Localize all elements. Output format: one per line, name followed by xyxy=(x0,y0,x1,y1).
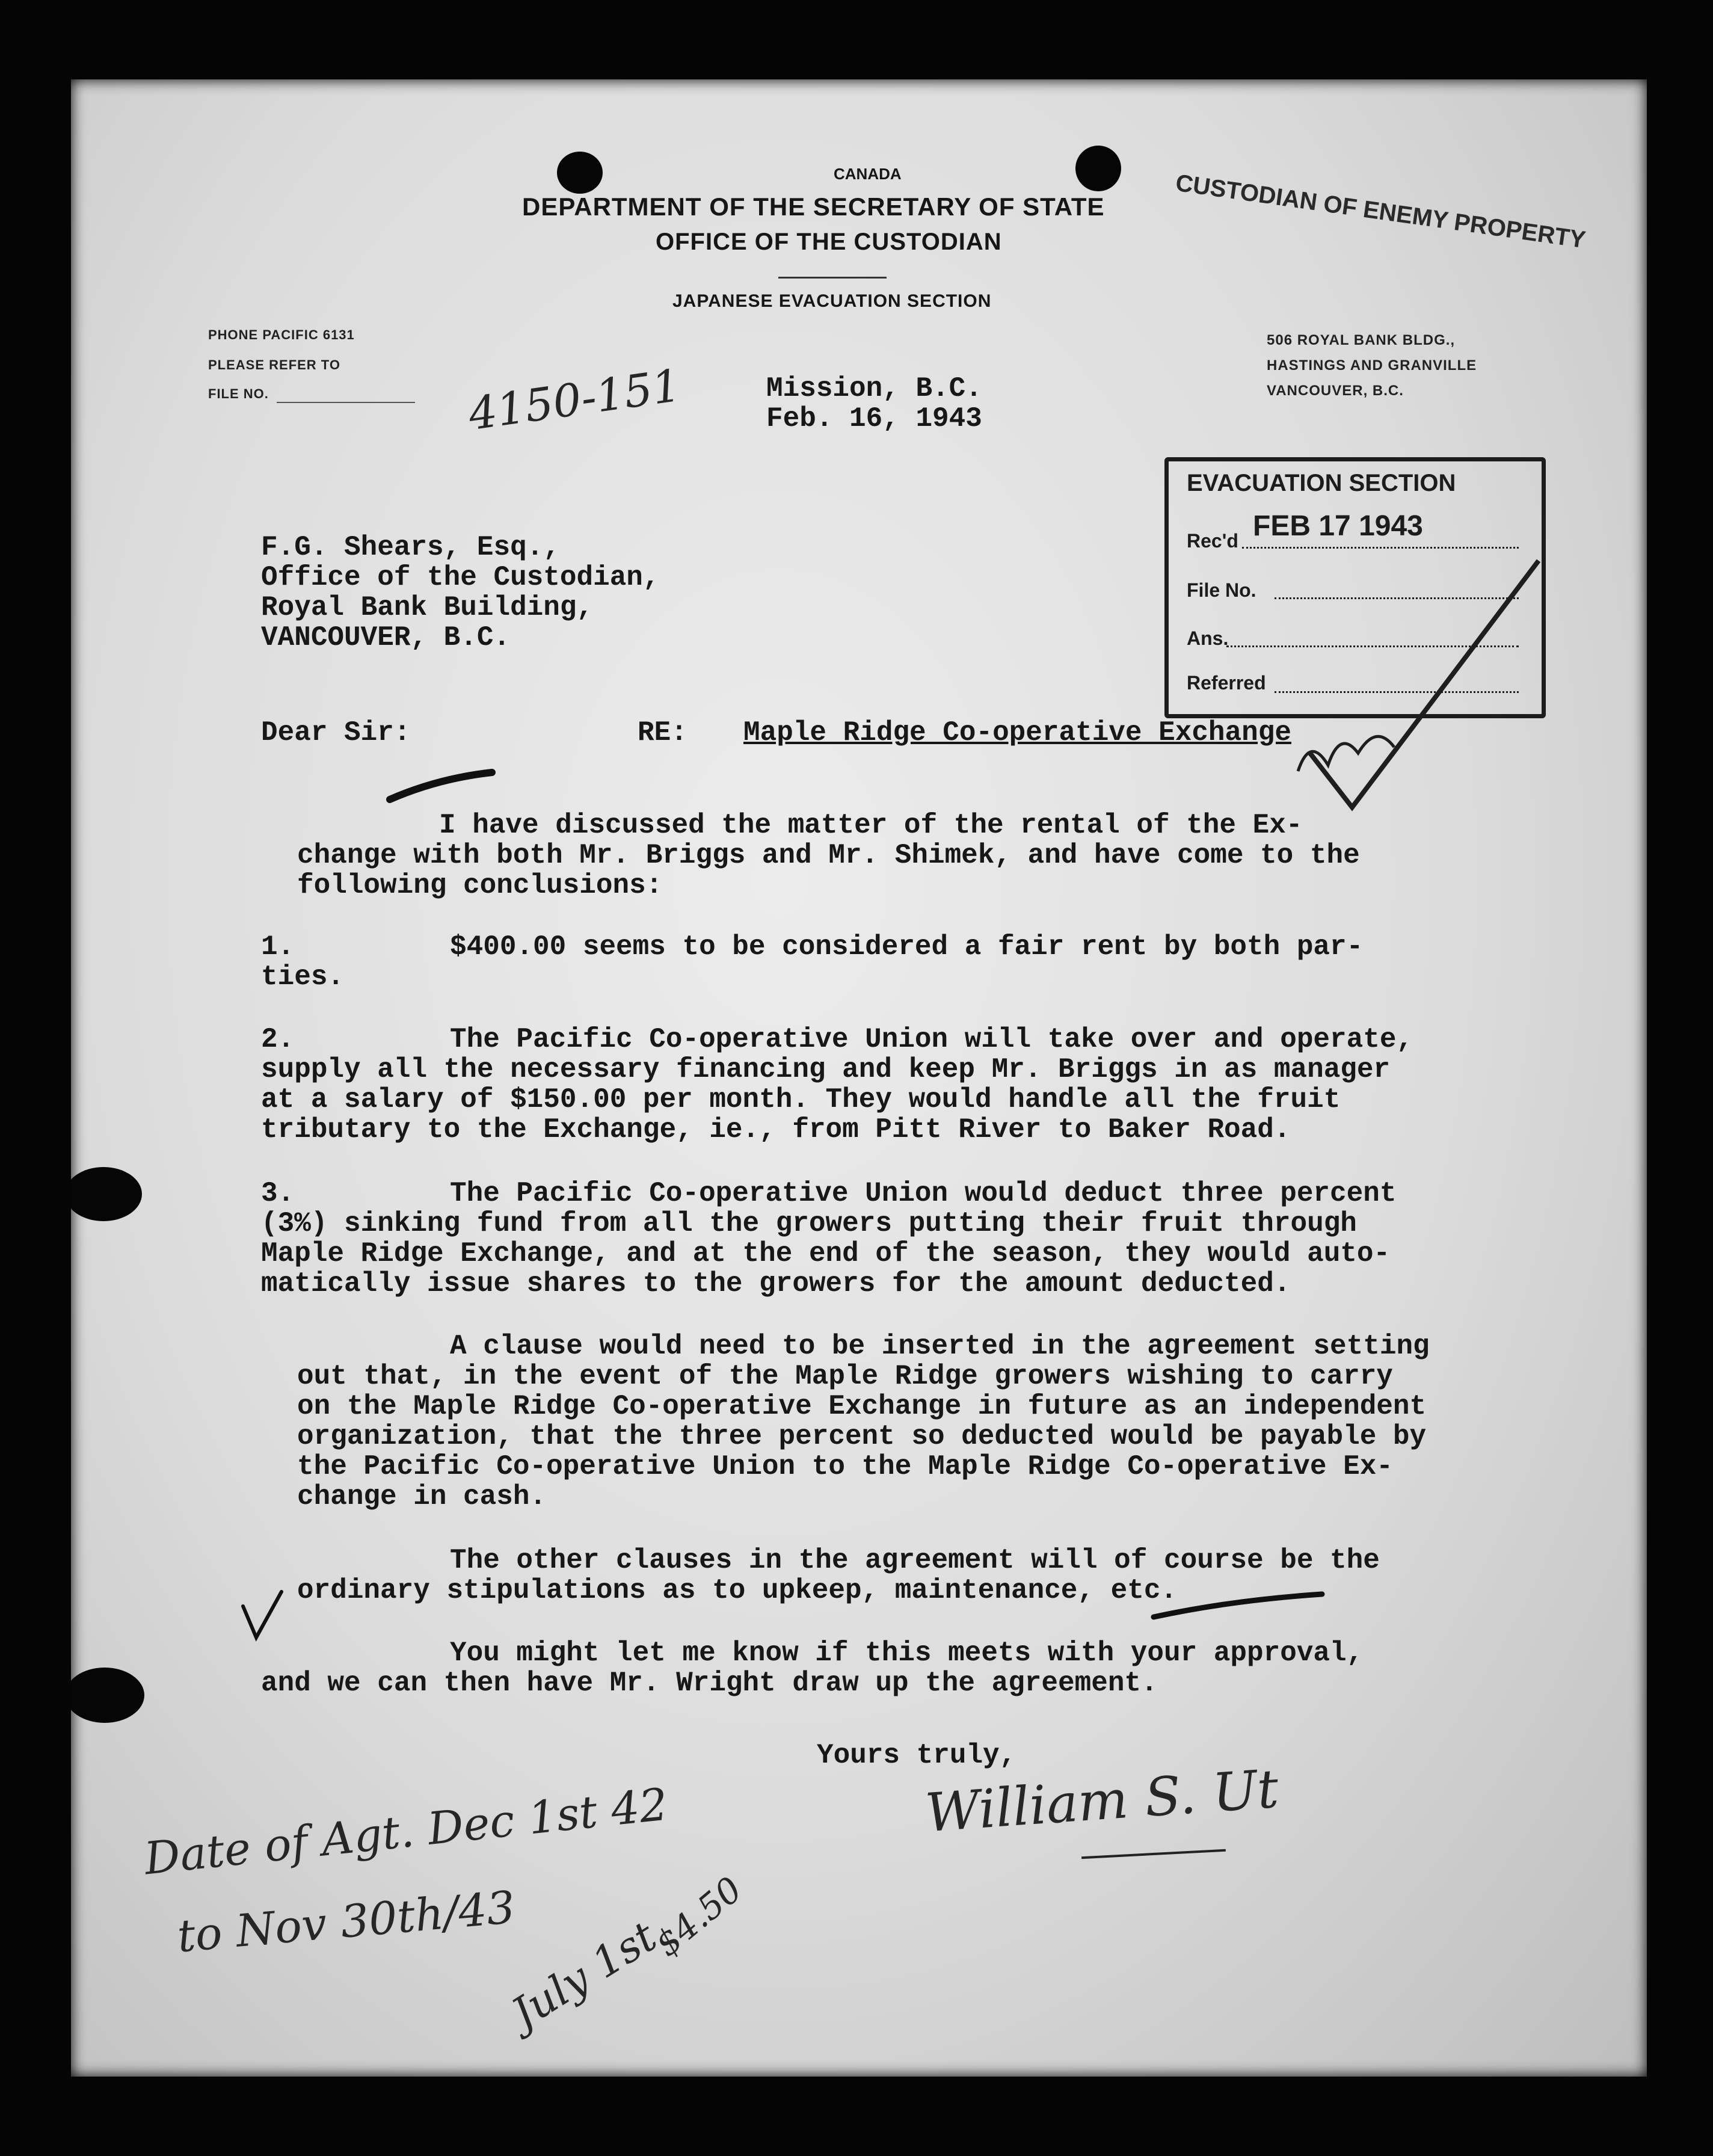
approval-line-2: and we can then have Mr. Wright draw up the agreement. xyxy=(261,1668,1158,1699)
handwritten-note-line-3: July 1st xyxy=(503,1911,665,2039)
recipient-line-4: VANCOUVER, B.C. xyxy=(261,622,511,653)
clause-line-3: on the Maple Ridge Co-operative Exchange in future as an independent xyxy=(297,1391,1427,1422)
received-stamp-date: FEB 17 1943 xyxy=(1253,510,1423,542)
punch-hole-left-middle xyxy=(71,1167,142,1221)
intro-line-3: following conclusions: xyxy=(297,870,663,901)
punch-hole-top-left xyxy=(557,152,603,194)
handwritten-checkmark xyxy=(238,1588,286,1642)
intro-line-1: I have discussed the matter of the rental of the Ex- xyxy=(439,810,1303,841)
recipient-line-1: F.G. Shears, Esq., xyxy=(261,532,560,563)
letterhead-address-2: HASTINGS AND GRANVILLE xyxy=(1267,357,1477,374)
letterhead-phone: PHONE PACIFIC 6131 xyxy=(208,327,355,342)
handwritten-note-line-1: Date of Agt. Dec 1st 42 xyxy=(141,1778,671,1885)
item-1-line-2: ties. xyxy=(261,961,345,993)
letterhead-section: JAPANESE EVACUATION SECTION xyxy=(672,291,992,311)
pen-underline-mark xyxy=(1148,1588,1328,1624)
received-stamp-title: EVACUATION SECTION xyxy=(1187,470,1456,496)
other-clauses-line-2: ordinary stipulations as to upkeep, maintenance, etc. xyxy=(297,1575,1178,1606)
received-stamp-ans-label: Ans. xyxy=(1187,627,1229,649)
intro-line-2: change with both Mr. Briggs and Mr. Shimek, and have come to the xyxy=(297,840,1360,871)
subject-line: Maple Ridge Co-operative Exchange xyxy=(743,717,1291,748)
item-3-number: 3. xyxy=(261,1178,295,1209)
item-2-line-1: The Pacific Co-operative Union will take over and operate, xyxy=(450,1024,1413,1055)
letter-page xyxy=(71,79,1647,2077)
re-label: RE: xyxy=(638,717,687,748)
punch-hole-left-lower xyxy=(71,1668,144,1723)
item-1-line-1: $400.00 seems to be considered a fair rent by both par- xyxy=(450,931,1364,962)
letterhead-refer: PLEASE REFER TO xyxy=(208,357,340,372)
item-1-number: 1. xyxy=(261,931,295,962)
approval-line-1: You might let me know if this meets with your approval, xyxy=(450,1637,1364,1669)
clause-line-2: out that, in the event of the Maple Ridge growers wishing to carry xyxy=(297,1361,1393,1392)
letterhead-address-1: 506 ROYAL BANK BLDG., xyxy=(1267,332,1456,348)
stamp-checkmark-scribble xyxy=(1214,525,1551,813)
item-3-line-4: matically issue shares to the growers for the amount deducted. xyxy=(261,1268,1291,1299)
clause-line-5: the Pacific Co-operative Union to the Maple Ridge Co-operative Ex- xyxy=(297,1451,1393,1482)
letter-date: Feb. 16, 1943 xyxy=(766,403,982,434)
punch-hole-top-right xyxy=(1075,146,1121,191)
letter-place: Mission, B.C. xyxy=(766,373,982,404)
item-2-number: 2. xyxy=(261,1024,295,1055)
received-stamp-referred-label: Referred xyxy=(1187,672,1266,694)
item-3-line-1: The Pacific Co-operative Union would deduct three percent xyxy=(450,1178,1397,1209)
closing: Yours truly, xyxy=(817,1740,1016,1771)
item-2-line-2: supply all the necessary financing and keep Mr. Briggs in as manager xyxy=(261,1054,1391,1085)
file-number-line xyxy=(277,402,415,403)
custodian-stamp: CUSTODIAN OF ENEMY PROPERTY xyxy=(1173,170,1587,254)
item-3-line-3: Maple Ridge Exchange, and at the end of the season, they would auto- xyxy=(261,1238,1391,1269)
recipient-line-3: Royal Bank Building, xyxy=(261,592,594,623)
clause-line-1: A clause would need to be inserted in the agreement setting xyxy=(450,1331,1430,1362)
received-stamp-recd-label: Rec'd xyxy=(1187,530,1238,552)
letterhead-rule xyxy=(778,277,887,279)
salutation: Dear Sir: xyxy=(261,717,411,748)
pen-dash-mark xyxy=(384,766,504,808)
recipient-line-2: Office of the Custodian, xyxy=(261,562,660,593)
clause-line-6: change in cash. xyxy=(297,1481,547,1512)
letterhead-office: OFFICE OF THE CUSTODIAN xyxy=(656,229,1002,255)
other-clauses-line-1: The other clauses in the agreement will of course be the xyxy=(450,1545,1380,1576)
letterhead-file-label: FILE NO. xyxy=(208,386,269,401)
letterhead-country: CANADA xyxy=(834,165,902,183)
received-stamp-file-label: File No. xyxy=(1187,579,1256,601)
item-2-line-4: tributary to the Exchange, ie., from Pitt River to Baker Road. xyxy=(261,1114,1291,1145)
letterhead-address-3: VANCOUVER, B.C. xyxy=(1267,383,1404,399)
handwritten-note-line-2: to Nov 30th/43 xyxy=(175,1881,517,1963)
signature-underline xyxy=(1081,1849,1226,1859)
handwritten-note-line-4: $4.50 xyxy=(647,1868,750,1965)
letterhead-department: DEPARTMENT OF THE SECRETARY OF STATE xyxy=(522,192,1105,221)
signature: William S. Ut xyxy=(923,1757,1281,1844)
handwritten-file-number: 4150-151 xyxy=(465,359,684,441)
item-2-line-3: at a salary of $150.00 per month. They would handle all the fruit xyxy=(261,1084,1341,1115)
clause-line-4: organization, that the three percent so deducted would be payable by xyxy=(297,1421,1427,1452)
item-3-line-2: (3%) sinking fund from all the growers putting their fruit through xyxy=(261,1208,1357,1239)
